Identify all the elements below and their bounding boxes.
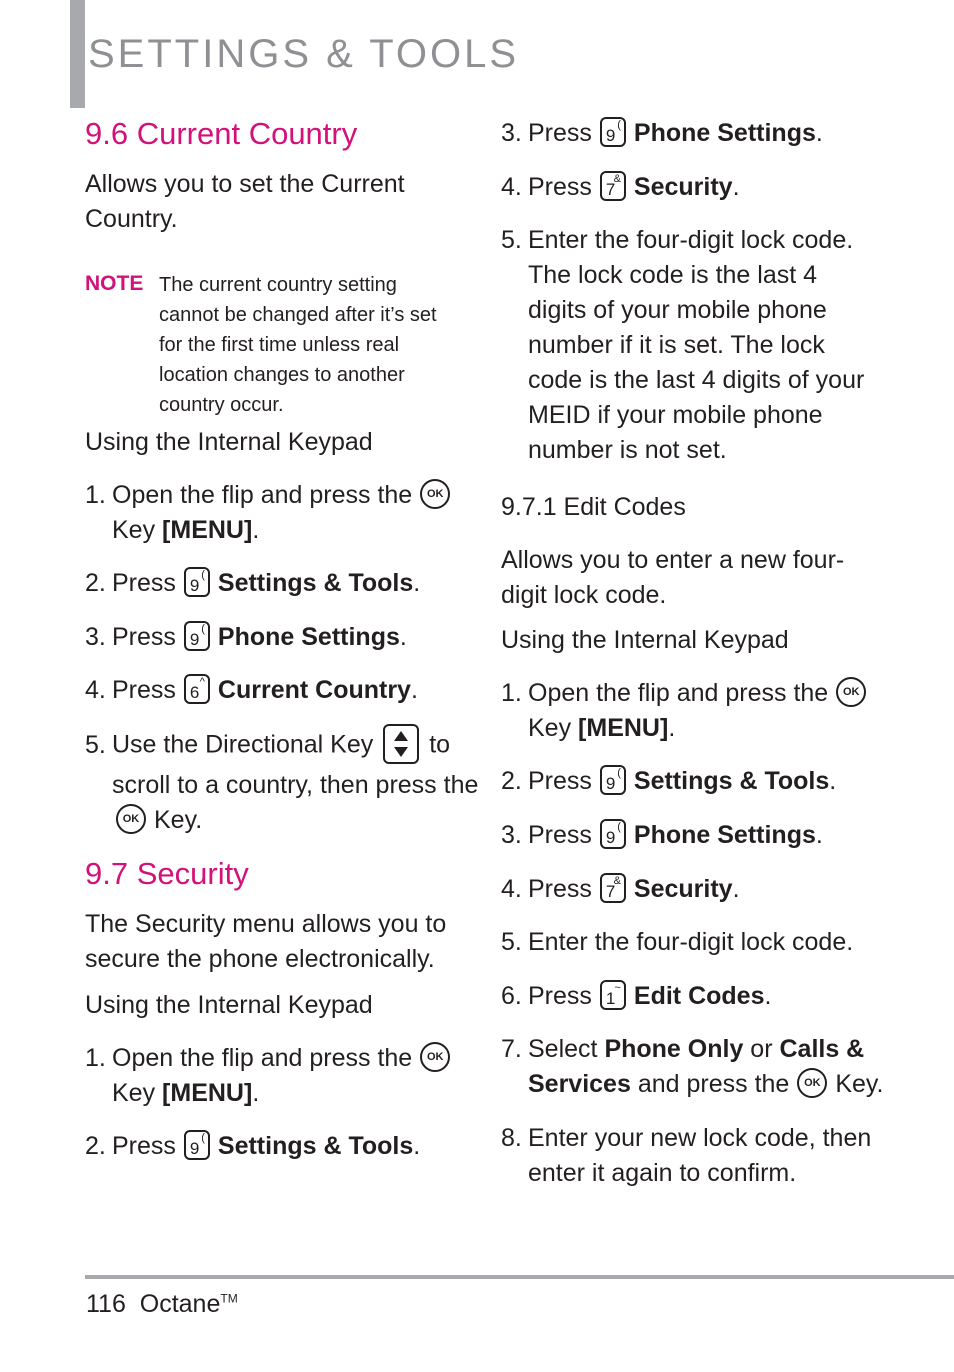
press-label: Press: [528, 119, 592, 147]
menu-label: [MENU]: [162, 516, 253, 545]
step-text: digits of your mobile phone: [528, 296, 827, 324]
step-4: [501, 872, 740, 907]
press-label: Press: [528, 875, 592, 903]
header-accent-bar: [70, 0, 85, 108]
step-1: [85, 478, 458, 548]
option-calls-services: Calls &: [779, 1035, 865, 1063]
step-text: Enter your new lock code, then: [528, 1124, 872, 1152]
menu-item-edit-codes: Edit Codes: [633, 982, 765, 1010]
key-9-icon: 9 (: [184, 567, 210, 597]
key-9-icon: 9 (: [600, 117, 626, 147]
intro-line: Allows you to enter a new four-: [501, 546, 845, 574]
step-number: 5.: [501, 928, 522, 956]
ok-key-icon: OK: [116, 804, 146, 834]
key-6-icon: 6 ^: [184, 674, 210, 704]
trademark-mark: TM: [220, 1291, 238, 1306]
intro-line: The Security menu allows you to: [85, 910, 447, 938]
page-number: 116: [86, 1290, 126, 1318]
step-5: [501, 223, 864, 468]
step-number: 1.: [85, 1044, 106, 1072]
ok-key-icon: OK: [420, 479, 450, 509]
step-number: 5.: [85, 730, 106, 759]
menu-label: [MENU]: [162, 1079, 253, 1108]
menu-item-current-country: Current Country: [217, 676, 411, 704]
step-text: or: [750, 1035, 773, 1063]
step-2: [85, 566, 420, 601]
note-line: cannot be changed after it’s set: [159, 304, 437, 326]
intro-line: Allows you to set the Current: [85, 170, 405, 198]
page-header-title: SETTINGS & TOOLS: [88, 32, 520, 76]
press-label: Press: [528, 821, 592, 849]
current-country-intro: [85, 167, 405, 237]
period: .: [410, 676, 418, 704]
press-label: Press: [112, 676, 176, 704]
menu-item-phone-settings: Phone Settings: [633, 119, 816, 147]
edit-codes-intro: [501, 543, 844, 613]
note-line: for the first time unless real: [159, 334, 400, 356]
step-number: 3.: [85, 623, 106, 651]
period: .: [413, 569, 421, 597]
step-number: 8.: [501, 1124, 522, 1152]
step-text: Key.: [154, 806, 203, 834]
note-text: [159, 270, 459, 420]
menu-item-settings-tools: Settings & Tools: [217, 569, 414, 597]
step-2: [501, 764, 836, 799]
step-number: 4.: [501, 173, 522, 201]
press-label: Press: [112, 623, 176, 651]
step-text: Key.: [835, 1070, 884, 1098]
step-4: [501, 170, 740, 205]
menu-item-phone-settings: Phone Settings: [633, 821, 816, 849]
step-number: 7.: [501, 1035, 522, 1063]
menu-item-security: Security: [633, 875, 733, 903]
step-6: [501, 979, 771, 1014]
key-9-icon: 9 (: [184, 1130, 210, 1160]
period: .: [252, 516, 260, 545]
menu-item-security: Security: [633, 173, 733, 201]
step-text: number is not set.: [528, 436, 727, 464]
key-7-icon: 7 &: [600, 873, 626, 903]
menu-item-phone-settings: Phone Settings: [217, 623, 400, 651]
period: .: [815, 119, 823, 147]
step-text: number if it is set. The lock: [528, 331, 825, 359]
subheading-internal-keypad: Using the Internal Keypad: [501, 626, 789, 654]
press-label: Press: [528, 767, 592, 795]
note-label: NOTE: [85, 272, 144, 295]
product-name: Octane: [139, 1290, 221, 1318]
ok-key-icon: OK: [420, 1042, 450, 1072]
period: .: [399, 623, 407, 651]
menu-label: [MENU]: [578, 714, 669, 743]
page-footer: [86, 1290, 238, 1319]
security-intro: [85, 907, 446, 977]
key-7-icon: 7 &: [600, 171, 626, 201]
note-line: country occur.: [159, 394, 284, 416]
ok-key-icon: OK: [836, 677, 866, 707]
key-label: Key: [112, 1079, 156, 1108]
period: .: [764, 982, 772, 1010]
step-text: and press the: [637, 1070, 790, 1098]
step-5: [501, 925, 853, 960]
press-label: Press: [528, 982, 592, 1010]
step-text: to: [429, 730, 451, 759]
period: .: [413, 1132, 421, 1160]
step-number: 4.: [501, 875, 522, 903]
step-3: [501, 818, 823, 853]
key-label: Key: [112, 516, 156, 545]
key-9-icon: 9 (: [600, 765, 626, 795]
step-text: Open the flip and press the: [528, 679, 829, 707]
subheading-internal-keypad: Using the Internal Keypad: [85, 428, 373, 456]
step-number: 2.: [501, 767, 522, 795]
step-1: [501, 676, 874, 746]
section-title-security: 9.7 Security: [85, 856, 249, 891]
note-line: location changes to another: [159, 364, 405, 386]
intro-line: digit lock code.: [501, 581, 667, 609]
step-1: [85, 1041, 458, 1111]
press-label: Press: [112, 569, 176, 597]
subsection-title-edit-codes: 9.7.1 Edit Codes: [501, 493, 686, 521]
step-number: 1.: [85, 481, 106, 509]
press-label: Press: [112, 1132, 176, 1160]
period: .: [668, 714, 676, 743]
step-number: 6.: [501, 982, 522, 1010]
step-7: [501, 1032, 884, 1102]
step-text: Enter the four-digit lock code.: [528, 226, 854, 254]
step-number: 3.: [501, 119, 522, 147]
step-8: [501, 1121, 871, 1191]
period: .: [815, 821, 823, 849]
step-3: [501, 116, 823, 151]
key-label: Key: [528, 714, 572, 743]
step-text: code is the last 4 digits of your: [528, 366, 865, 394]
period: .: [252, 1079, 260, 1108]
step-3: [85, 620, 407, 655]
step-text: Open the flip and press the: [112, 1044, 413, 1072]
step-text: The lock code is the last 4: [528, 261, 818, 289]
step-number: 3.: [501, 821, 522, 849]
footer-divider: [85, 1275, 954, 1279]
subheading-internal-keypad: Using the Internal Keypad: [85, 991, 373, 1019]
period: .: [732, 173, 740, 201]
ok-key-icon: OK: [797, 1068, 827, 1098]
press-label: Press: [528, 173, 592, 201]
menu-item-settings-tools: Settings & Tools: [633, 767, 830, 795]
option-phone-only: Phone Only: [604, 1035, 744, 1063]
step-text: Select: [528, 1035, 598, 1063]
menu-item-settings-tools: Settings & Tools: [217, 1132, 414, 1160]
step-4: [85, 673, 418, 708]
step-text: MEID if your mobile phone: [528, 401, 823, 429]
step-text: Enter the four-digit lock code.: [528, 928, 854, 956]
step-number: 1.: [501, 679, 522, 707]
intro-line: Country.: [85, 205, 178, 233]
intro-line: secure the phone electronically.: [85, 945, 435, 973]
step-2: [85, 1129, 420, 1164]
step-text: enter it again to confirm.: [528, 1159, 797, 1187]
option-calls-services: Services: [528, 1070, 631, 1098]
key-9-icon: 9 (: [600, 819, 626, 849]
key-1-icon: 1 ~: [600, 980, 626, 1010]
note-line: The current country setting: [159, 274, 397, 296]
period: .: [829, 767, 837, 795]
step-number: 5.: [501, 226, 522, 254]
step-text: scroll to a country, then press the: [112, 771, 479, 799]
period: .: [732, 875, 740, 903]
step-text: Use the Directional Key: [112, 730, 374, 759]
section-title-current-country: 9.6 Current Country: [85, 116, 358, 151]
step-number: 2.: [85, 569, 106, 597]
step-5: [85, 724, 478, 838]
step-text: Open the flip and press the: [112, 481, 413, 509]
step-number: 2.: [85, 1132, 106, 1160]
step-number: 4.: [85, 676, 106, 704]
key-9-icon: 9 (: [184, 621, 210, 651]
directional-key-icon: [383, 724, 419, 764]
